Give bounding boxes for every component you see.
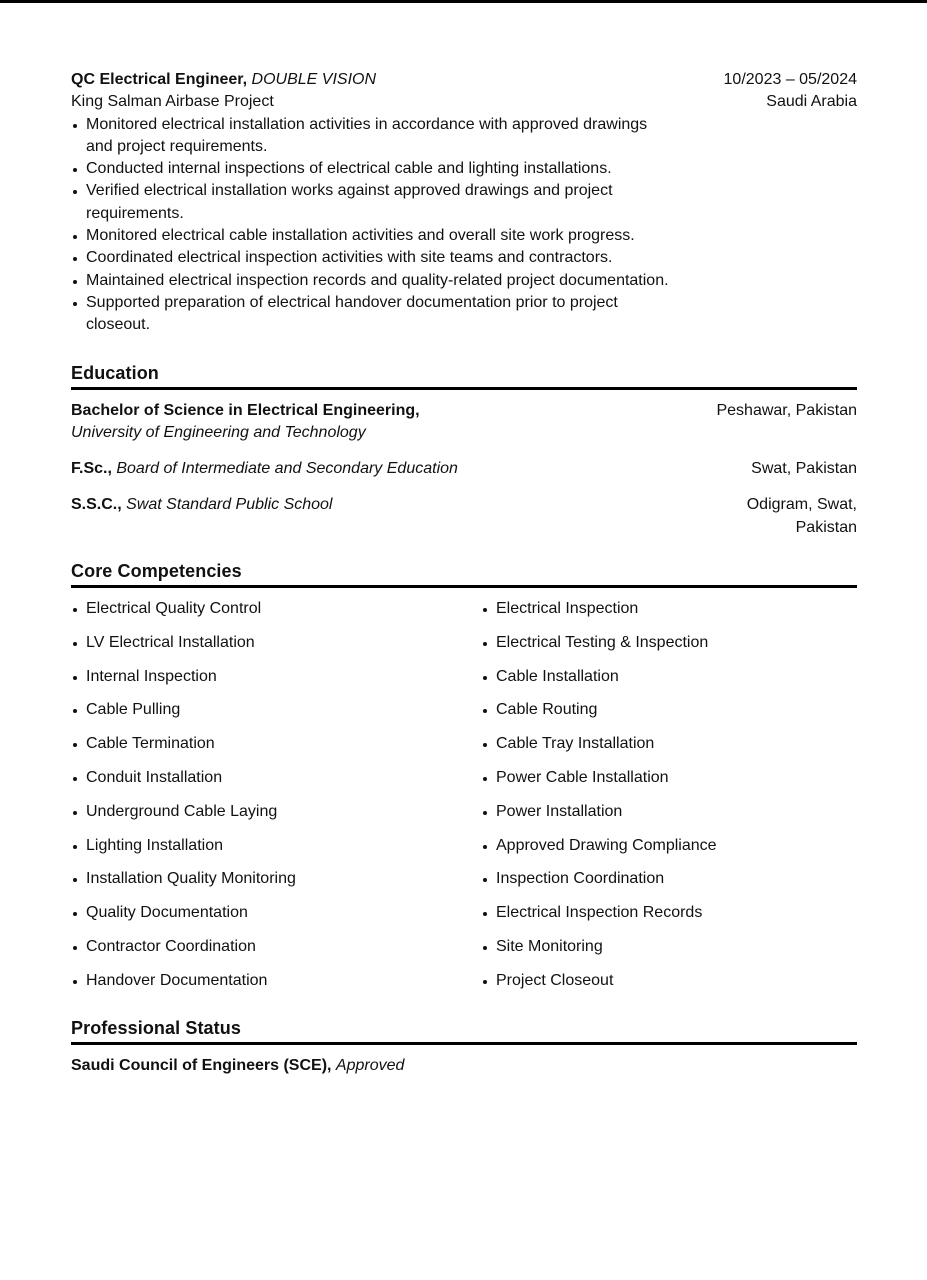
project-name: King Salman Airbase Project bbox=[71, 93, 274, 111]
council-name: Saudi Council of Engineers (SCE), bbox=[71, 1056, 332, 1074]
bullet-item: Maintained electrical inspection records and quality-related project documentation. bbox=[71, 270, 671, 292]
competencies-heading: Core Competencies bbox=[71, 559, 857, 588]
competency-item: Project Closeout bbox=[481, 970, 857, 1004]
bullet-item: Monitored electrical cable installation activities and overall site work progress. bbox=[71, 225, 671, 247]
competency-item: Installation Quality Monitoring bbox=[71, 868, 481, 902]
degree: Bachelor of Science in Electrical Engineering, bbox=[71, 401, 420, 419]
competency-item: Site Monitoring bbox=[481, 936, 857, 970]
competency-item: Cable Pulling bbox=[71, 699, 481, 733]
top-border-rule bbox=[0, 0, 927, 3]
competency-item: LV Electrical Installation bbox=[71, 632, 481, 666]
education-heading: Education bbox=[71, 361, 857, 390]
bullet-item: Monitored electrical installation activities in accordance with approved drawings and project requirements. bbox=[71, 114, 671, 159]
education-location: Odigram, Swat, Pakistan bbox=[746, 496, 857, 536]
bullet-item: Supported preparation of electrical handover documentation prior to project closeout. bbox=[71, 292, 671, 337]
bullet-item: Conducted internal inspections of electrical cable and lighting installations. bbox=[71, 158, 671, 180]
professional-status-heading: Professional Status bbox=[71, 1016, 857, 1045]
degree: F.Sc., bbox=[71, 460, 112, 478]
competency-item: Power Installation bbox=[481, 801, 857, 835]
competency-item: Underground Cable Laying bbox=[71, 801, 481, 835]
job-location: Saudi Arabia bbox=[766, 93, 857, 111]
competency-item: Power Cable Installation bbox=[481, 767, 857, 801]
approval-status: Approved bbox=[335, 1056, 405, 1074]
competencies-list bbox=[71, 598, 857, 1004]
resume-page bbox=[71, 69, 857, 1077]
professional-status-line bbox=[71, 1055, 857, 1077]
job-dates: 10/2023 – 05/2024 bbox=[723, 71, 857, 88]
competency-item: Approved Drawing Compliance bbox=[481, 835, 857, 869]
experience-entry bbox=[71, 69, 857, 337]
competency-item: Cable Tray Installation bbox=[481, 733, 857, 767]
competency-item: Conduit Installation bbox=[71, 767, 481, 801]
school: Swat Standard Public School bbox=[126, 496, 333, 514]
competency-item: Electrical Inspection bbox=[481, 598, 857, 632]
competency-item: Cable Routing bbox=[481, 699, 857, 733]
competency-item: Contractor Coordination bbox=[71, 936, 481, 970]
school: Board of Intermediate and Secondary Education bbox=[116, 460, 458, 478]
degree: S.S.C., bbox=[71, 496, 122, 514]
experience-bullets bbox=[71, 114, 671, 337]
competency-item: Inspection Coordination bbox=[481, 868, 857, 902]
competency-item: Cable Termination bbox=[71, 733, 481, 767]
competency-item: Electrical Testing & Inspection bbox=[481, 632, 857, 666]
competency-item: Quality Documentation bbox=[71, 902, 481, 936]
education-section bbox=[71, 361, 857, 539]
education-entry bbox=[71, 494, 857, 539]
bullet-item: Verified electrical installation works against approved drawings and project requirements. bbox=[71, 180, 671, 225]
competency-item: Handover Documentation bbox=[71, 970, 481, 1004]
education-entry bbox=[71, 400, 857, 445]
education-location: Swat, Pakistan bbox=[751, 460, 857, 478]
school: University of Engineering and Technology bbox=[71, 423, 366, 441]
education-entry bbox=[71, 458, 857, 480]
education-location: Peshawar, Pakistan bbox=[716, 401, 857, 419]
competency-item: Lighting Installation bbox=[71, 835, 481, 869]
competency-item: Electrical Quality Control bbox=[71, 598, 481, 632]
competencies-section bbox=[71, 559, 857, 1004]
competency-item: Cable Installation bbox=[481, 666, 857, 700]
professional-status-section bbox=[71, 1016, 857, 1077]
company-name: DOUBLE VISION bbox=[251, 71, 377, 88]
job-title: QC Electrical Engineer, bbox=[71, 71, 248, 88]
bullet-item: Coordinated electrical inspection activities with site teams and contractors. bbox=[71, 247, 671, 269]
competency-item: Internal Inspection bbox=[71, 666, 481, 700]
competency-item: Electrical Inspection Records bbox=[481, 902, 857, 936]
